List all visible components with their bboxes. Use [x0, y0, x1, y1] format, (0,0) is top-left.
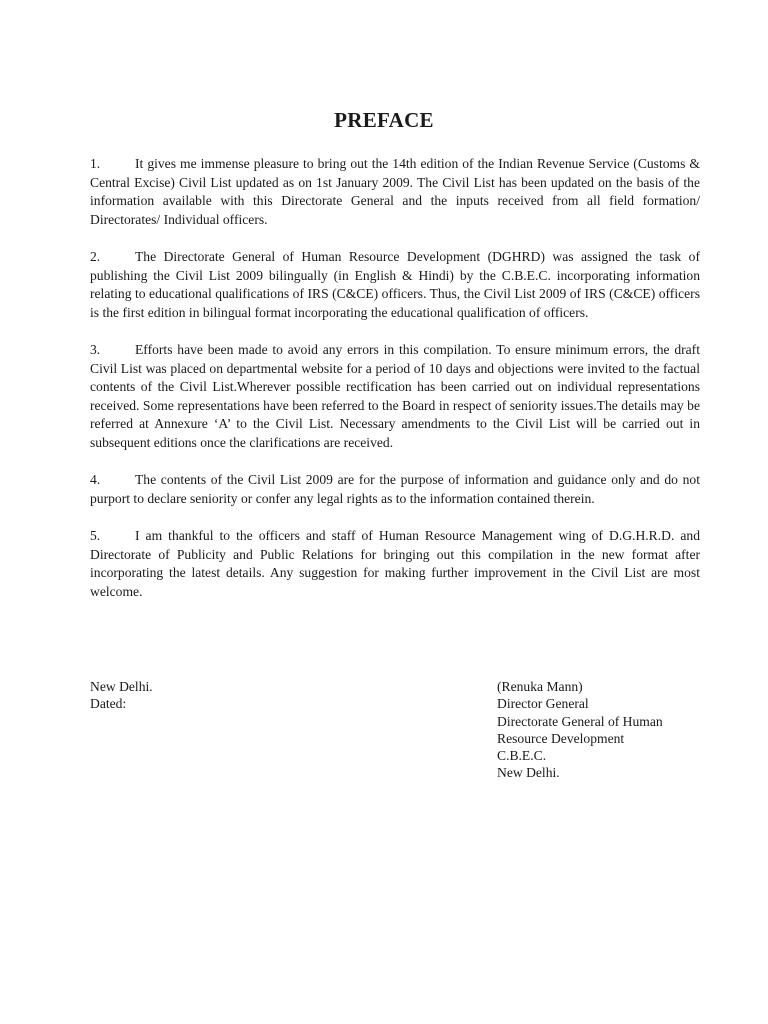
paragraph-text: It gives me immense pleasure to bring out the 14th edition of the Indian Revenue Service (Customs & Central Excise) Civil List updated as on 1st January 2009. The Civil List has been updated on the basis of the information available with this Directorate General and the inputs received from all field formation/ Directorates/ Individual officers.	[90, 156, 700, 227]
signatory-city: New Delhi.	[497, 765, 560, 781]
signatory-org-line-1: Directorate General of Human	[497, 713, 663, 729]
place-text: New Delhi.	[90, 679, 153, 694]
page-title: PREFACE	[334, 108, 434, 132]
paragraph-number: 4.	[90, 472, 101, 487]
paragraph-text: The Directorate General of Human Resource Development (DGHRD) was assigned the task of publishing the Civil List 2009 bilingually (in English & Hindi) by the C.B.E.C. incorporating information relating to educational qualifications of IRS (C&CE) officers. Thus, the Civil List 2009 of IRS (C&CE) officers is the first edition in bilingual format incorporating the educational qualification of officers.	[90, 249, 700, 320]
paragraph-number: 1.	[90, 156, 101, 171]
paragraph-1	[90, 155, 700, 229]
paragraph-text: Efforts have been made to avoid any errors in this compilation. To ensure minimum errors, the draft Civil List was placed on departmental website for a period of 10 days and objections were invited to the factual contents of the Civil List.Wherever possible rectification has been carried out on individual representations received. Some representations have been referred to the Board in respect of seniority issues.The details may be referred at Annexure ‘A’ to the Civil List. Necessary amendments to the Civil List will be carried out in subsequent editions once the clarifications are received.	[90, 342, 700, 450]
signatory-org-line-2: Resource Development	[497, 730, 625, 746]
dated-text: Dated:	[90, 696, 127, 712]
paragraph-2	[90, 248, 700, 322]
paragraph-number: 3.	[90, 342, 101, 357]
paragraph-text: I am thankful to the officers and staff of Human Resource Management wing of D.G.H.R.D. and Directorate of Publicity and Public Relations for bringing out this compilation in the new format after incorporating the latest details. Any suggestion for making further improvement in the Civil List are most welcome.	[90, 528, 700, 599]
place-date-block	[90, 678, 153, 713]
paragraph-4	[90, 471, 700, 508]
paragraph-text: The contents of the Civil List 2009 are for the purpose of information and guidance only and do not purport to declare seniority or confer any legal rights as to the information contained therein.	[90, 472, 700, 506]
signature-block	[497, 678, 663, 782]
signatory-board: C.B.E.C.	[497, 748, 547, 764]
signatory-name: (Renuka Mann)	[497, 679, 583, 694]
paragraph-number: 5.	[90, 528, 101, 543]
signatory-designation: Director General	[497, 696, 589, 712]
paragraph-5	[90, 527, 700, 601]
paragraph-3	[90, 341, 700, 453]
paragraph-number: 2.	[90, 249, 101, 264]
